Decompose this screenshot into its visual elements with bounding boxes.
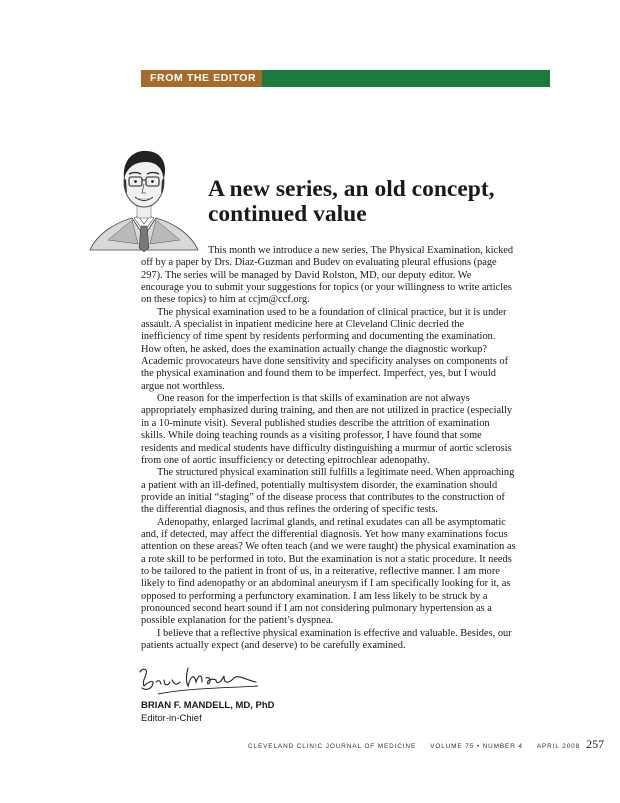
page-footer [248,737,604,752]
section-label: FROM THE EDITOR [141,70,262,87]
paragraph: Adenopathy, enlarged lacrimal glands, and retinal exudates can all be asymptomatic and, if detected, may affect the differential diagnosis. Yet how many examinations focus attention on these areas? We often teach (and we were taught) the physical examination as a rote skill to be performed in toto. But the examination is not a static procedure. It needs to be tailored to the patient in front of us, in a reiterative, reflective manner. I am more likely to find adenopathy or an abdominal aneurysm if I am specifically looking for it, as opposed to performing a perfunctory examination. I am less likely to be struck by a pronounced second heart sound if I am not considering pulmonary hypertension as a possible explanation for the patient’s dyspnea. [141,516,516,627]
footer-volume: VOLUME 75 • NUMBER 4 [430,743,523,750]
footer-journal: CLEVELAND CLINIC JOURNAL OF MEDICINE [248,743,417,750]
page-number: 257 [586,737,605,751]
section-header-fill [262,70,550,87]
signoff-block [141,699,275,725]
footer-date: APRIL 2008 [536,743,581,750]
editor-name: BRIAN F. MANDELL, MD, PhD [141,700,275,711]
section-header-bar [141,70,550,87]
handwritten-signature [128,658,268,700]
editor-portrait-illustration [88,140,200,252]
paragraph: I believe that a reflective physical examination is effective and valuable. Besides, our patients actually expect (and deserve) to be carefully examined. [141,627,512,651]
article-body [141,245,516,652]
paragraph: The physical examination used to be a foundation of clinical practice, but it is under assault. A specialist in inpatient medicine here at Cleveland Clinic decried the inefficiency of time spent by residents performing and documenting the examination. How often, he asked, does the examination actually change the diagnostic workup? Academic provocateurs have done sensitivity and specificity analyses on components of the physical examination and found them to be imperfect. Imperfect, yes, but I would argue not worthless. [141,306,509,392]
paragraph: One reason for the imperfection is that skills of examination are not always appropriately emphasized during training, and then are not utilized in practice (especially in a 10-minute visit). Several published studies describe the attrition of examination skills. While doing teaching rounds as a visiting professor, I have found that some residents and medical students have difficulty distinguishing a murmur of aortic sclerosis from one of aortic insufficiency or detecting epitrochlear adenopathy. [141,393,513,466]
paragraph: This month we introduce a new series, The Physical Examination, kicked off by a paper by Drs. Diaz-Guzman and Budev on evaluating pleural effusions (page 297). The series will be managed by David Rolston, MD, our deputy editor. We encourage you to submit your suggestions for topics (or your willingness to write articles on these topics) to him at ccjm@ccf.org. [141,245,514,306]
editor-role: Editor-in-Chief [141,713,202,724]
paragraph: The structured physical examination still fulfills a legitimate need. When approaching a patient with an ill-defined, potentially multisystem disorder, the examination should provide an initial “staging” of the disease process that contributes to the construction of the differential diagnosis, and thus refines the ordering of specific tests. [141,467,515,516]
article-title: A new series, an old concept, continued value [208,176,495,227]
